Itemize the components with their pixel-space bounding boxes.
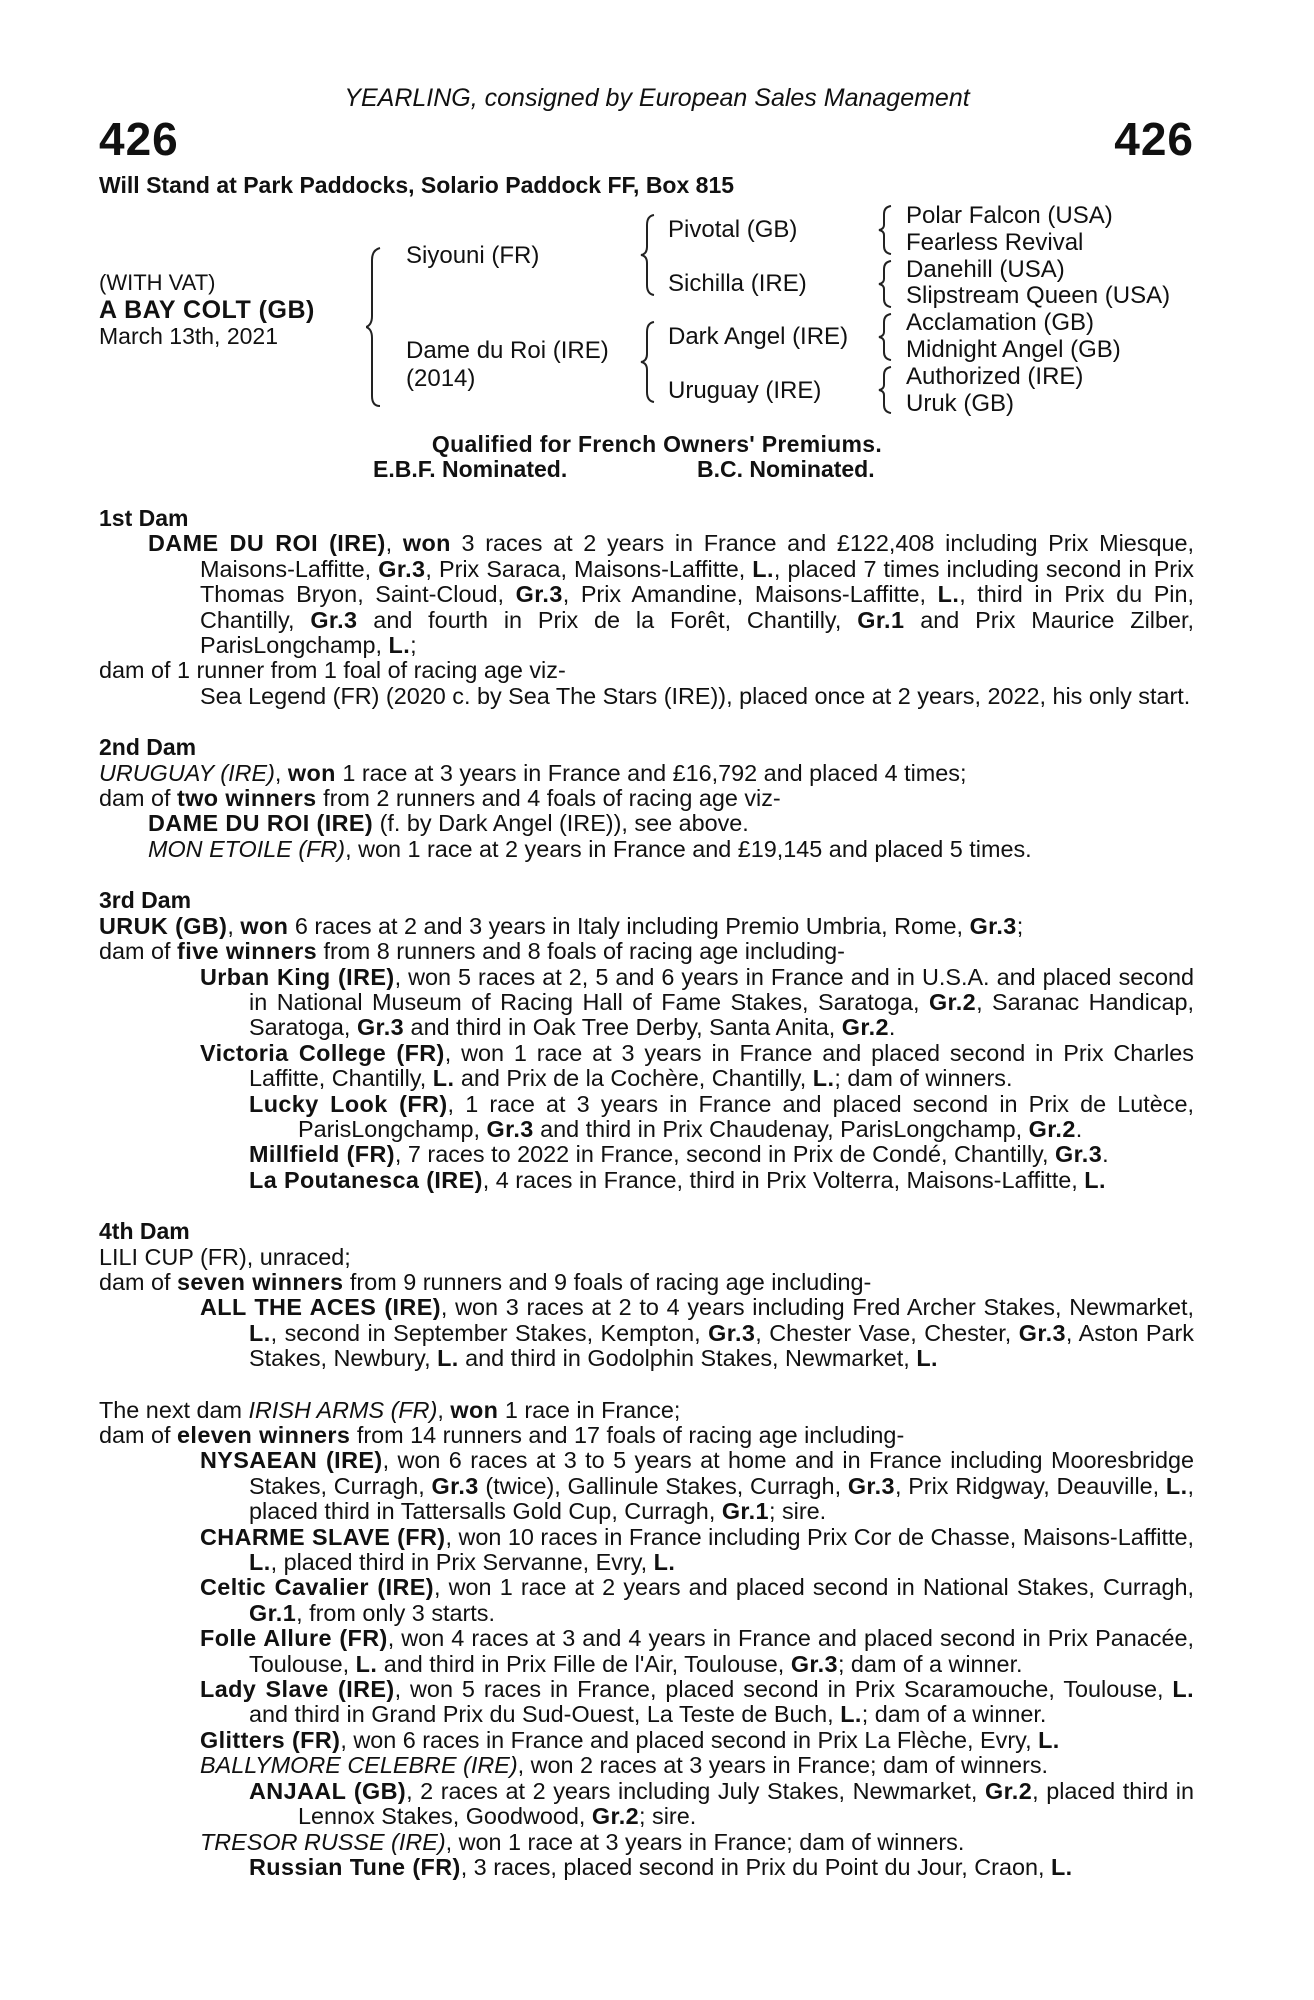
ggs-polar-falcon: Polar Falcon (USA) xyxy=(906,202,1113,229)
produce-lady-slave: Lady Slave (IRE), won 5 races in France, placed second in Prix Scaramouche, Toulouse, L. and third in Grand Prix du Sud-Ouest, La Teste de Buch, L.; dam of a winner. xyxy=(200,1676,1195,1728)
next-dam-record: The next dam IRISH ARMS (FR), won 1 race in France; xyxy=(99,1396,681,1423)
produce-tresor-russe: TRESOR RUSSE (IRE), won 1 race at 3 years in France; dam of winners. xyxy=(200,1828,965,1855)
bc-nominated: B.C. Nominated. xyxy=(697,456,875,482)
produce-la-poutanesca: La Poutanesca (IRE), 4 races in France, third in Prix Volterra, Maisons-Laffitte, L. xyxy=(249,1166,1106,1193)
sire-sire: Pivotal (GB) xyxy=(668,216,798,243)
produce-glitters: Glitters (FR), won 6 races in France and placed second in Prix La Flèche, Evry, L. xyxy=(200,1726,1060,1753)
third-dam-record: URUK (GB), won 6 races at 2 and 3 years in Italy including Premio Umbria, Rome, Gr.3; xyxy=(99,912,1024,939)
dam-year: (2014) xyxy=(406,365,476,392)
next-dam-produce-summary: dam of eleven winners from 14 runners and 17 foals of racing age including- xyxy=(99,1422,905,1448)
sire-dam: Sichilla (IRE) xyxy=(668,270,807,297)
vat-note: (WITH VAT) xyxy=(99,270,216,295)
dam-dam: Uruguay (IRE) xyxy=(668,377,822,404)
heading-3rd-dam: 3rd Dam xyxy=(99,887,192,914)
ggs-acclamation: Acclamation (GB) xyxy=(906,309,1095,336)
stand-location: Will Stand at Park Paddocks, Solario Paddock FF, Box 815 xyxy=(99,172,735,198)
third-dam-produce-summary: dam of five winners from 8 runners and 8 foals of racing age including- xyxy=(99,938,845,965)
produce-lucky-look: Lucky Look (FR), 1 race at 3 years in France and placed second in Prix de Lutèce, ParisLongchamp, Gr.3 and third in Prix Chaudenay, ParisLongchamp, Gr.2. xyxy=(249,1090,1195,1142)
dam-name: Dame du Roi (IRE) xyxy=(406,337,609,364)
produce-anjaal: ANJAAL (GB), 2 races at 2 years including July Stakes, Newmarket, Gr.2, placed third in Lennox Stakes, Goodwood, Gr.2; sire. xyxy=(249,1777,1194,1830)
consignor-line: YEARLING, consigned by European Sales Management xyxy=(344,84,970,112)
horse-name: A BAY COLT (GB) xyxy=(99,296,315,324)
heading-2nd-dam: 2nd Dam xyxy=(99,734,197,761)
ebf-nominated: E.B.F. Nominated. xyxy=(373,456,568,482)
ggs-slipstream-queen: Slipstream Queen (USA) xyxy=(906,282,1171,309)
produce-nysaean: NYSAEAN (IRE), won 6 races at 3 to 5 years at home and in France including Mooresbridge Stakes, Curragh, Gr.3 (twice), Gallinule Stakes, Curragh, Gr.3, Prix Ridgway, Deauville, L., placed third in Tattersalls Gold Cup, Curragh, Gr.1; sire. xyxy=(200,1447,1195,1525)
fourth-dam-produce-summary: dam of seven winners from 9 runners and 9 foals of racing age including- xyxy=(99,1268,872,1295)
first-dam-record: DAME DU ROI (IRE), won 3 races at 2 years in France and £122,408 including Prix Miesque, Maisons-Laffitte, Gr.3, Prix Saraca, Maisons-Laffitte, L., placed 7 times including second in Prix Thomas Bryon, Saint-Cloud, Gr.3, Prix Amandine, Maisons-Laffitte, L., third in Prix du Pin, Chantilly, Gr.3 and fourth in Prix de la Forêt, Chantilly, Gr.1 and Prix Maurice Zilber, ParisLongchamp, L.; xyxy=(148,530,1195,659)
produce-folle-allure: Folle Allure (FR), won 4 races at 3 and 4 years in France and placed second in Prix Panacée, Toulouse, L. and third in Prix Fille de l'Air, Toulouse, Gr.3; dam of a winner. xyxy=(200,1625,1194,1677)
dam-sire: Dark Angel (IRE) xyxy=(668,323,849,350)
heading-1st-dam: 1st Dam xyxy=(99,505,189,531)
produce-victoria-college: Victoria College (FR), won 1 race at 3 years in France and placed second in Prix Charles Laffitte, Chantilly, L. and Prix de la Cochère, Chantilly, L.; dam of winners. xyxy=(200,1039,1194,1092)
foaling-date: March 13th, 2021 xyxy=(99,323,279,349)
produce-all-the-aces: ALL THE ACES (IRE), won 3 races at 2 to 4 years including Fred Archer Stakes, Newmarket, L., second in September Stakes, Kempton, Gr.3, Chester Vase, Chester, Gr.3, Aston Park Stakes, Newbury, L. and third in Godolphin Stakes, Newmarket, L. xyxy=(200,1294,1195,1372)
heading-4th-dam: 4th Dam xyxy=(99,1218,190,1245)
sire-name: Siyouni (FR) xyxy=(406,242,540,269)
sire-brace xyxy=(640,213,658,297)
second-dam-record: URUGUAY (IRE), won 1 race at 3 years in France and £16,792 and placed 4 times; xyxy=(99,759,967,786)
lot-number-left: 426 xyxy=(99,113,179,165)
lot-number-right: 426 xyxy=(1114,113,1194,165)
dam-brace xyxy=(640,320,658,404)
produce-mon-etoile: MON ETOILE (FR), won 1 race at 2 years in France and £19,145 and placed 5 times. xyxy=(148,835,1032,862)
produce-russian-tune: Russian Tune (FR), 3 races, placed second in Prix du Point du Jour, Craon, L. xyxy=(249,1853,1073,1880)
second-dam-produce-summary: dam of two winners from 2 runners and 4 foals of racing age viz- xyxy=(99,785,781,812)
produce-celtic-cavalier: Celtic Cavalier (IRE), won 1 race at 2 years and placed second in National Stakes, Curragh, Gr.1, from only 3 starts. xyxy=(200,1574,1194,1626)
pedigree-brace-main xyxy=(366,246,386,408)
produce-ballymore-celebre: BALLYMORE CELEBRE (IRE), won 2 races at 3 years in France; dam of winners. xyxy=(200,1752,1049,1779)
ggs-fearless-revival: Fearless Revival xyxy=(906,229,1084,256)
fourth-dam-record: LILI CUP (FR), unraced; xyxy=(99,1243,351,1270)
produce-dame-du-roi: DAME DU ROI (IRE) (f. by Dark Angel (IRE)), see above. xyxy=(148,810,749,837)
ggs-danehill: Danehill (USA) xyxy=(906,256,1065,283)
ggs-uruk: Uruk (GB) xyxy=(906,390,1014,417)
produce-millfield: Millfield (FR), 7 races to 2022 in France, second in Prix de Condé, Chantilly, Gr.3. xyxy=(249,1141,1109,1168)
produce-charme-slave: CHARME SLAVE (FR), won 10 races in France including Prix Cor de Chasse, Maisons-Laffitte, L., placed third in Prix Servanne, Evry, L. xyxy=(200,1523,1194,1576)
first-dam-produce-summary: dam of 1 runner from 1 foal of racing age viz- xyxy=(99,657,566,684)
ggs-authorized: Authorized (IRE) xyxy=(906,363,1084,390)
french-premiums: Qualified for French Owners' Premiums. xyxy=(431,431,883,457)
produce-urban-king: Urban King (IRE), won 5 races at 2, 5 and 6 years in France and in U.S.A. and placed second in National Museum of Racing Hall of Fame Stakes, Saratoga, Gr.2, Saranac Handicap, Saratoga, Gr.3 and third in Oak Tree Derby, Santa Anita, Gr.2. xyxy=(200,963,1194,1041)
catalogue-body xyxy=(99,506,1194,1880)
ggs-midnight-angel: Midnight Angel (GB) xyxy=(906,336,1121,363)
produce-sea-legend: Sea Legend (FR) (2020 c. by Sea The Stars (IRE)), placed once at 2 years, 2022, his only start. xyxy=(200,682,1191,709)
